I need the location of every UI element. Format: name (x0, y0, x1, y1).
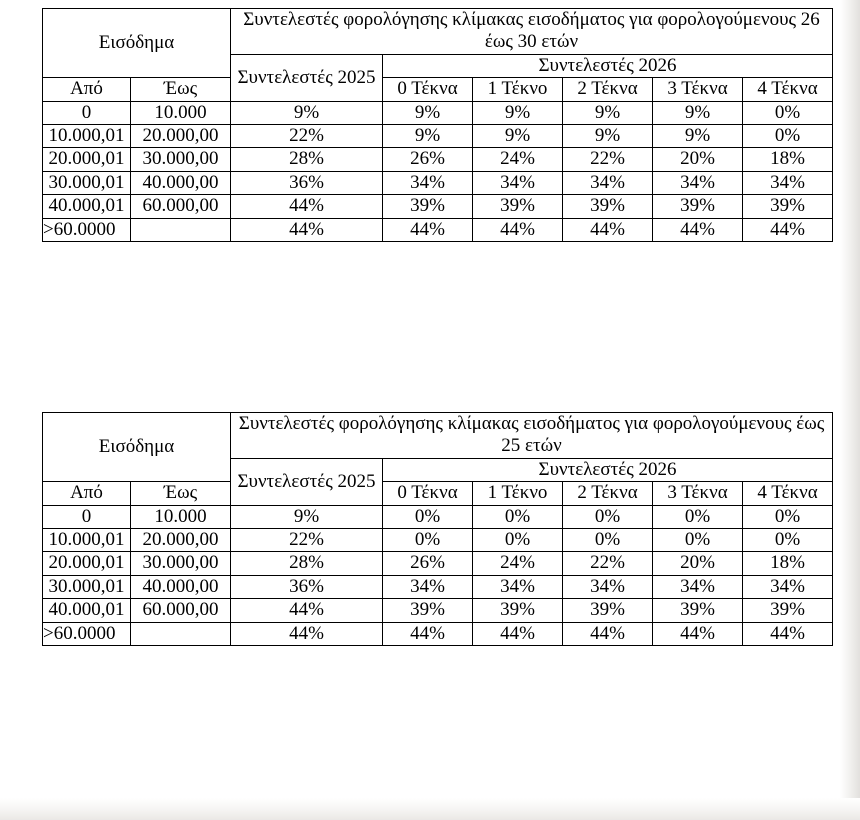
table-row (43, 101, 833, 124)
header-to: Έως (131, 482, 231, 505)
cell-from: 0 (43, 505, 131, 528)
cell-to: 60.000,00 (131, 195, 231, 218)
cell-rate-children-1: 34% (473, 575, 563, 598)
cell-rate-children-2: 0% (563, 529, 653, 552)
cell-from: 0 (43, 101, 131, 124)
cell-rate-children-1: 44% (473, 622, 563, 645)
table-row (43, 171, 833, 194)
header-children-4: 4 Τέκνα (743, 78, 833, 101)
table-row (43, 599, 833, 622)
cell-rate-children-2: 9% (563, 101, 653, 124)
cell-rate-children-2: 39% (563, 599, 653, 622)
header-rates-2026: Συντελεστές 2026 (383, 54, 833, 77)
header-children-0: 0 Τέκνα (383, 482, 473, 505)
cell-rate-children-4: 18% (743, 148, 833, 171)
header-rates-2025: Συντελεστές 2025 (231, 54, 383, 101)
cell-rate-children-1: 0% (473, 505, 563, 528)
page-edge-shadow-bottom (0, 798, 860, 820)
header-children-2: 2 Τέκνα (563, 78, 653, 101)
cell-rate-children-2: 34% (563, 171, 653, 194)
cell-rate-2025: 36% (231, 575, 383, 598)
cell-from: 20.000,01 (43, 552, 131, 575)
tax-table-up-to-25-wrapper (42, 412, 832, 646)
cell-rate-2025: 22% (231, 529, 383, 552)
header-children-4: 4 Τέκνα (743, 482, 833, 505)
cell-from: 40.000,01 (43, 195, 131, 218)
cell-rate-children-2: 0% (563, 505, 653, 528)
cell-rate-children-4: 0% (743, 529, 833, 552)
cell-rate-2025: 44% (231, 599, 383, 622)
cell-rate-children-1: 24% (473, 552, 563, 575)
cell-from: >60.0000 (43, 218, 131, 241)
page-edge-shadow-right (840, 0, 860, 820)
cell-from: 40.000,01 (43, 599, 131, 622)
header-rates-2025: Συντελεστές 2025 (231, 458, 383, 505)
cell-to: 30.000,00 (131, 552, 231, 575)
cell-rate-children-3: 9% (653, 101, 743, 124)
cell-rate-children-0: 26% (383, 552, 473, 575)
cell-to: 20.000,00 (131, 529, 231, 552)
table-row (43, 622, 833, 645)
header-children-3: 3 Τέκνα (653, 78, 743, 101)
cell-rate-children-4: 39% (743, 195, 833, 218)
table-header-row (43, 413, 833, 459)
header-from: Από (43, 78, 131, 101)
cell-rate-children-0: 0% (383, 529, 473, 552)
cell-rate-children-2: 44% (563, 218, 653, 241)
cell-rate-children-0: 34% (383, 171, 473, 194)
cell-rate-children-0: 39% (383, 195, 473, 218)
cell-rate-2025: 28% (231, 552, 383, 575)
cell-rate-2025: 44% (231, 218, 383, 241)
cell-rate-children-3: 39% (653, 195, 743, 218)
cell-rate-children-3: 20% (653, 148, 743, 171)
header-to: Έως (131, 78, 231, 101)
cell-rate-children-1: 39% (473, 195, 563, 218)
cell-rate-children-0: 0% (383, 505, 473, 528)
cell-from: >60.0000 (43, 622, 131, 645)
cell-rate-children-0: 9% (383, 125, 473, 148)
table-row (43, 125, 833, 148)
cell-to: 60.000,00 (131, 599, 231, 622)
cell-rate-children-1: 9% (473, 125, 563, 148)
cell-rate-2025: 28% (231, 148, 383, 171)
cell-rate-children-3: 9% (653, 125, 743, 148)
cell-rate-2025: 9% (231, 505, 383, 528)
header-children-1: 1 Τέκνο (473, 78, 563, 101)
cell-rate-children-3: 44% (653, 622, 743, 645)
cell-rate-children-4: 0% (743, 125, 833, 148)
cell-rate-children-4: 34% (743, 171, 833, 194)
cell-rate-2025: 44% (231, 622, 383, 645)
cell-to: 10.000 (131, 505, 231, 528)
cell-rate-2025: 9% (231, 101, 383, 124)
cell-rate-children-4: 0% (743, 505, 833, 528)
table-header-row (43, 78, 833, 101)
header-rates-2026: Συντελεστές 2026 (383, 458, 833, 481)
cell-rate-children-4: 44% (743, 218, 833, 241)
cell-rate-children-3: 34% (653, 171, 743, 194)
cell-rate-children-3: 0% (653, 529, 743, 552)
cell-rate-children-0: 44% (383, 622, 473, 645)
cell-to: 40.000,00 (131, 575, 231, 598)
cell-to (131, 622, 231, 645)
cell-from: 10.000,01 (43, 125, 131, 148)
header-children-2: 2 Τέκνα (563, 482, 653, 505)
header-from: Από (43, 482, 131, 505)
header-title: Συντελεστές φορολόγησης κλίμακας εισοδήματος για φορολογούμενους έως 25 ετών (231, 413, 833, 459)
cell-rate-2025: 22% (231, 125, 383, 148)
cell-rate-children-2: 39% (563, 195, 653, 218)
cell-rate-2025: 36% (231, 171, 383, 194)
cell-rate-children-4: 18% (743, 552, 833, 575)
cell-rate-children-1: 44% (473, 218, 563, 241)
header-children-0: 0 Τέκνα (383, 78, 473, 101)
table-row (43, 195, 833, 218)
cell-rate-children-0: 34% (383, 575, 473, 598)
cell-to: 20.000,00 (131, 125, 231, 148)
cell-rate-children-0: 9% (383, 101, 473, 124)
cell-rate-children-0: 39% (383, 599, 473, 622)
cell-rate-children-3: 44% (653, 218, 743, 241)
cell-rate-children-2: 9% (563, 125, 653, 148)
tax-table-26-30-wrapper (42, 8, 832, 242)
cell-rate-children-1: 9% (473, 101, 563, 124)
header-children-1: 1 Τέκνο (473, 482, 563, 505)
table-header-row (43, 9, 833, 55)
cell-rate-children-0: 44% (383, 218, 473, 241)
cell-rate-2025: 44% (231, 195, 383, 218)
table-header-row (43, 482, 833, 505)
cell-rate-children-4: 34% (743, 575, 833, 598)
cell-from: 20.000,01 (43, 148, 131, 171)
cell-rate-children-1: 39% (473, 599, 563, 622)
cell-to: 40.000,00 (131, 171, 231, 194)
cell-rate-children-1: 24% (473, 148, 563, 171)
cell-rate-children-2: 22% (563, 552, 653, 575)
cell-to: 30.000,00 (131, 148, 231, 171)
table-row (43, 218, 833, 241)
cell-rate-children-3: 39% (653, 599, 743, 622)
cell-to (131, 218, 231, 241)
cell-rate-children-2: 34% (563, 575, 653, 598)
cell-from: 10.000,01 (43, 529, 131, 552)
cell-rate-children-2: 44% (563, 622, 653, 645)
cell-rate-children-4: 0% (743, 101, 833, 124)
cell-rate-children-3: 0% (653, 505, 743, 528)
header-title: Συντελεστές φορολόγησης κλίμακας εισοδήματος για φορολογούμενους 26 έως 30 ετών (231, 9, 833, 55)
header-income: Εισόδημα (43, 9, 231, 78)
table-row (43, 529, 833, 552)
cell-rate-children-1: 0% (473, 529, 563, 552)
cell-rate-children-4: 39% (743, 599, 833, 622)
cell-rate-children-1: 34% (473, 171, 563, 194)
table-row (43, 505, 833, 528)
cell-from: 30.000,01 (43, 171, 131, 194)
table-row (43, 148, 833, 171)
tax-table-up-to-25 (42, 412, 833, 646)
table-row (43, 552, 833, 575)
cell-to: 10.000 (131, 101, 231, 124)
tax-table-26-30 (42, 8, 833, 242)
cell-rate-children-2: 22% (563, 148, 653, 171)
header-children-3: 3 Τέκνα (653, 482, 743, 505)
header-income: Εισόδημα (43, 413, 231, 482)
cell-rate-children-3: 20% (653, 552, 743, 575)
cell-rate-children-3: 34% (653, 575, 743, 598)
cell-from: 30.000,01 (43, 575, 131, 598)
table-row (43, 575, 833, 598)
cell-rate-children-4: 44% (743, 622, 833, 645)
cell-rate-children-0: 26% (383, 148, 473, 171)
